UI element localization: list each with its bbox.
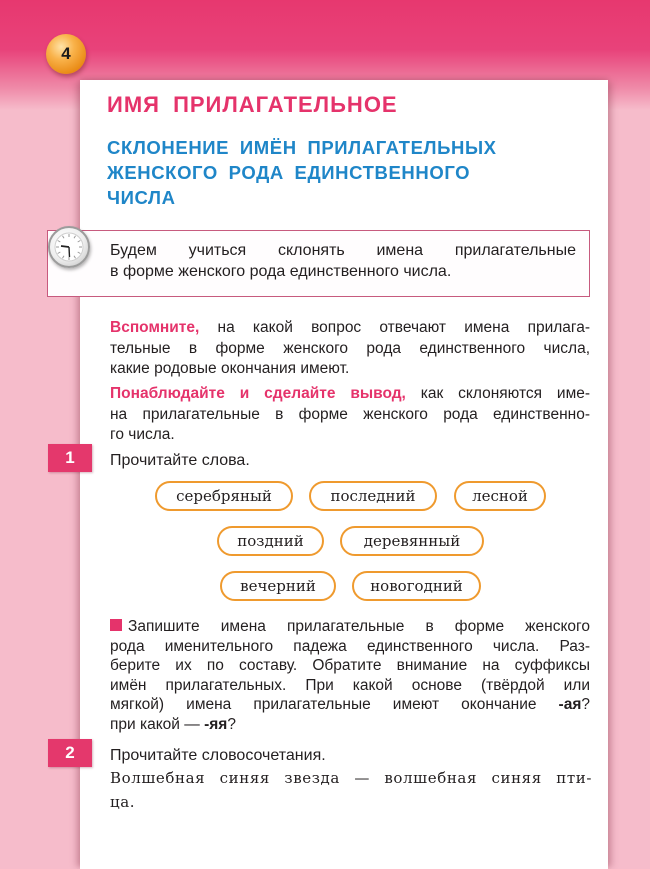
observe-paragraph: [110, 384, 590, 446]
word-pill: серебряный: [155, 481, 293, 511]
word-pill: деревянный: [340, 526, 484, 556]
ending-soft: -яя: [204, 715, 228, 733]
recall-line: тельные в форме женского рода единственного числа,: [110, 339, 590, 357]
section-title: ИМЯ ПРИЛАГАТЕЛЬНОЕ: [107, 92, 398, 117]
lesson-goal-text: [110, 240, 576, 282]
page-number-badge: [46, 34, 86, 74]
lesson-title: [107, 135, 587, 210]
task-line: мягкой) имена прилагательные имеют окончание: [110, 696, 559, 713]
task-line: при какой —: [110, 715, 205, 733]
lesson-title-line: СКЛОНЕНИЕ ИМЁН ПРИЛАГАТЕЛЬНЫХ: [107, 137, 497, 158]
recall-line: какие родовые окончания имеют.: [110, 360, 350, 377]
exercise-task: [110, 617, 590, 734]
recall-paragraph: [110, 318, 590, 380]
exercise-number: 2: [65, 743, 75, 762]
page-number: 4: [61, 44, 71, 63]
lesson-title-line: ЖЕНСКОГО РОДА ЕДИНСТВЕННОГО: [107, 162, 471, 183]
ending-hard: -ая: [558, 696, 582, 713]
punctuation: ?: [227, 715, 236, 733]
observe-line: как склоняются име-: [405, 385, 591, 402]
task-line: имён прилагательных. При какой основе (твёрдой или: [110, 676, 590, 694]
observe-line: го числа.: [110, 426, 175, 443]
word-pill: лесной: [454, 481, 546, 511]
word-pill: вечерний: [220, 571, 336, 601]
exercise-number-badge: [48, 739, 92, 767]
exercise-number: 1: [65, 448, 75, 467]
observe-line: на прилагательные в форме женского рода единственно-: [110, 405, 590, 423]
task-marker-icon: [110, 619, 122, 631]
observe-highlight: Понаблюдайте и сделайте вывод,: [110, 385, 406, 402]
clock-icon: [48, 226, 90, 268]
word-pill: последний: [309, 481, 437, 511]
word-pill: новогодний: [352, 571, 481, 601]
task-line: Запишите имена прилагательные в форме женского: [128, 618, 590, 635]
recall-highlight: Вспомните,: [110, 319, 200, 336]
exercise-instruction: Прочитайте словосочетания.: [110, 747, 326, 764]
word-pill: поздний: [217, 526, 324, 556]
lesson-goal-line: в форме женского рода единственного числа.: [110, 263, 452, 280]
lesson-title-line: ЧИСЛА: [107, 187, 176, 208]
punctuation: ?: [581, 696, 590, 713]
lesson-goal-line: Будем учиться склонять имена прилагательные: [110, 242, 576, 259]
task-line: берите их по составу. Обратите внимание на суффиксы: [110, 657, 590, 674]
exercise-number-badge: [48, 444, 92, 472]
task-line: рода именительного падежа единственного числа. Раз-: [110, 637, 590, 655]
exercise-instruction: Прочитайте слова.: [110, 452, 250, 469]
phrase-line: Волшебная синяя звезда — волшебная синяя пти-: [110, 769, 592, 787]
phrase-text: [110, 766, 592, 814]
phrase-line: ца.: [110, 793, 136, 811]
recall-line: на какой вопрос отвечают имена прилага-: [199, 319, 590, 336]
